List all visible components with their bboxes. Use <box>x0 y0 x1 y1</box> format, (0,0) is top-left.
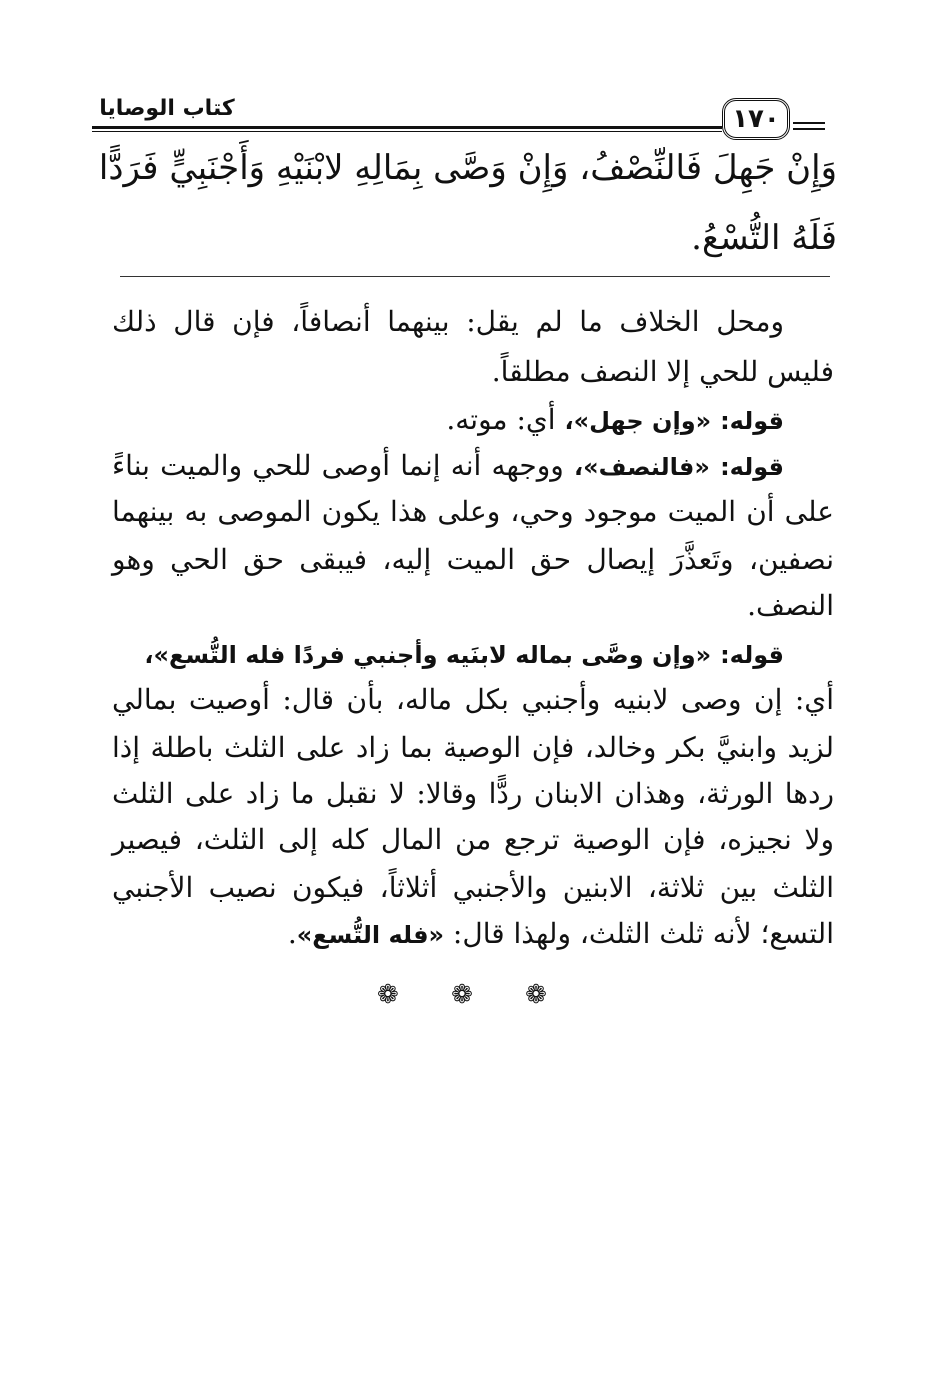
commentary-line: ردها الورثة، وهذان الابنان ردًّا وقالا: لا نقبل ما زاد على الثلث <box>112 777 834 810</box>
qawluhu-label: قوله: <box>720 453 784 481</box>
commentary-text: . <box>287 917 297 950</box>
commentary-text: ووجهه أنه إنما أوصى للحي والميت بناءً <box>112 449 574 482</box>
matn-line-2: فَلَهُ التُّسْعُ. <box>691 218 837 258</box>
matn-line-1: وَإِنْ جَهِلَ فَالنِّصْفُ، وَإِنْ وَصَّى بِمَالِهِ لابْنَيْهِ وَأَجْنَبِيٍّ فَرَدًّا <box>98 148 837 188</box>
quoted-phrase: «وإن جهل»، <box>564 407 712 435</box>
commentary-text: أي: موته. <box>446 403 565 436</box>
commentary-text: التسع؛ لأنه ثلث الثلث، ولهذا قال: <box>444 917 834 950</box>
header-rule-stub <box>793 128 825 130</box>
commentary-line: أي: إن وصى لابنيه وأجنبي بكل ماله، بأن قال: أوصيت بمالي <box>112 683 834 716</box>
commentary-line: فليس للحي إلا النصف مطلقاً. <box>491 355 834 388</box>
page-number: ١٧٠ <box>722 98 790 140</box>
qawluhu-label: قوله: <box>720 641 784 669</box>
quoted-phrase: «وإن وصَّى بماله لابنَيه وأجنبي فردًا فله التُّسع»، <box>144 641 712 669</box>
header-rule-stub <box>793 122 825 124</box>
header-rule <box>92 126 722 129</box>
commentary-line: النصف. <box>747 589 834 622</box>
commentary-line: لزيد وابنيَّ بكر وخالد، فإن الوصية بما زاد على الثلث باطلة إذا <box>112 731 834 764</box>
header-rule-thin <box>92 131 722 132</box>
commentary-line: على أن الميت موجود وحي، وعلى هذا يكون الموصى به بينهما <box>112 495 834 528</box>
quoted-phrase: «فالنصف»، <box>573 453 710 481</box>
commentary-line: ولا نجيزه، فإن الوصية ترجع من المال كله إلى الثلث، فيصير <box>112 823 834 856</box>
commentary-line: الثلث بين ثلاثة، الابنين والأجنبي أثلاثاً، فيكون نصيب الأجنبي <box>112 871 834 904</box>
qawluhu-label: قوله: <box>720 407 784 435</box>
commentary-line: ومحل الخلاف ما لم يقل: بينهما أنصافاً، فإن قال ذلك <box>112 305 784 338</box>
matn-separator <box>120 276 830 277</box>
section-end-ornament: ❁ ❁ ❁ <box>377 980 569 1010</box>
commentary-line: نصفين، وتَعذَّرَ إيصال حق الميت إليه، فيبقى حق الحي وهو <box>112 543 834 576</box>
commentary-line <box>112 912 834 957</box>
commentary-line <box>112 632 834 677</box>
running-header-title: كتاب الوصايا <box>99 96 235 121</box>
commentary-line <box>112 398 834 443</box>
commentary-line <box>112 444 834 489</box>
quoted-phrase: «فله التُّسع» <box>296 921 445 949</box>
